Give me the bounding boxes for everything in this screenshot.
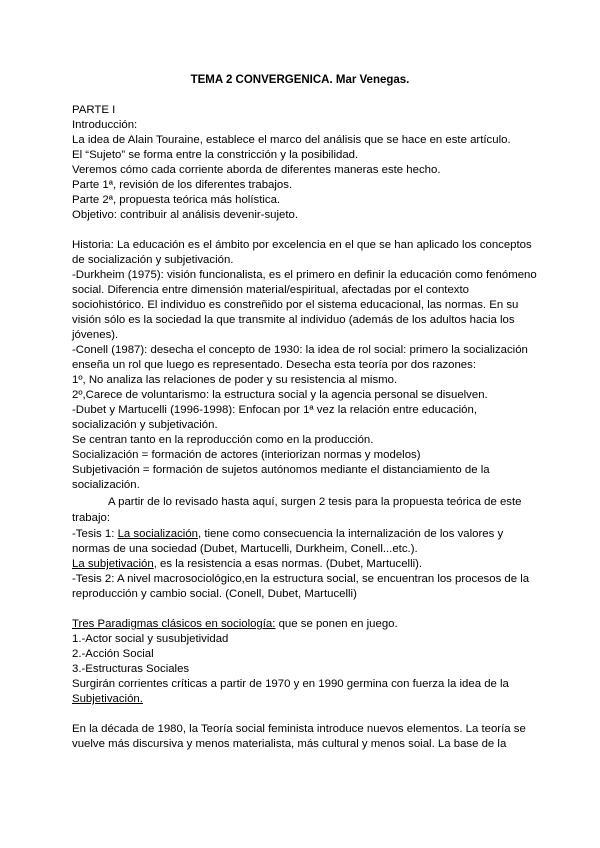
paragraph-line: -Durkheim (1975): visión funcionalista, es el primero en definir la educación como fenómeno (72, 269, 537, 281)
paragraph-line: -Conell (1987): desecha el concepto de 1930: la idea de rol social: primero la socialización (72, 344, 528, 356)
paragraph-line: -Tesis 2: A nivel macrosociológico,en la estructura social, se encuentran los procesos de la (72, 573, 530, 585)
paragraph-line: socialización y subjetivación. (72, 419, 218, 431)
subjetivacion-rest: , es la resistencia a esas normas. (Dubet, Martucelli). (153, 558, 423, 570)
list-item: 2.-Acción Social (72, 648, 154, 660)
subjetivacion-line (72, 557, 422, 572)
paradigmas-heading (72, 617, 398, 632)
tesis-1-term: La socialización (117, 528, 198, 540)
paragraph-line: El “Sujeto” se forma entre la constricción y la posibilidad. (72, 149, 359, 161)
paragraph-line: Surgirán corrientes críticas a partir de 1970 y en 1990 germina con fuerza la idea de la (72, 678, 509, 690)
list-item: 1.-Actor social y susubjetividad (72, 633, 229, 645)
section-heading: PARTE I (72, 104, 116, 116)
paragraph-line: socialización. (72, 479, 140, 491)
paragraph-line: A partir de lo revisado hasta aquí, surgen 2 tesis para la propuesta teórica de este (108, 496, 522, 508)
tesis-1-line (72, 527, 503, 542)
paragraph-line: reproducción y cambio social. (Conell, Dubet, Martucelli) (72, 588, 357, 600)
paragraph-line: Subjetivación = formación de sujetos autónomos mediante el distanciamiento de la (72, 464, 490, 476)
paragraph-line: Socialización = formación de actores (interiorizan normas y modelos) (72, 449, 421, 461)
paragraph-line: Se centran tanto en la reproducción como en la producción. (72, 434, 374, 446)
subjetivacion-term: La subjetivación (72, 558, 154, 570)
paragraph-line: 2º,Carece de voluntarismo: la estructura social y la agencia personal se disuelven. (72, 389, 488, 401)
paragraph-line: 1º, No analiza las relaciones de poder y su resistencia al mismo. (72, 374, 398, 386)
paragraph-line: Parte 1ª, revisión de los diferentes trabajos. (72, 179, 293, 191)
paragraph-line: Historia: La educación es el ámbito por excelencia en el que se han aplicado los conceptos (72, 239, 532, 251)
paragraph-line: La idea de Alain Touraine, establece el marco del análisis que se hace en este artículo. (72, 134, 511, 146)
paragraph-line: normas de una sociedad (Dubet, Martucelli, Durkheim, Conell...etc.). (72, 543, 418, 555)
paragraph-line: -Dubet y Martucelli (1996-1998): Enfocan por 1ª vez la relación entre educación, (72, 404, 478, 416)
paradigmas-rest: que se ponen en juego. (275, 618, 398, 630)
paragraph-line: social. Diferencia entre dimensión material/espiritual, afectadas por el contexto (72, 284, 469, 296)
paradigmas-term: Tres Paradigmas clásicos en sociología: (72, 618, 276, 630)
paragraph-line: Veremos cómo cada corriente aborda de diferentes maneras este hecho. (72, 164, 441, 176)
document-title: TEMA 2 CONVERGENICA. Mar Venegas. (190, 74, 410, 86)
paragraph-line: Objetivo: contribuir al análisis devenir-sujeto. (72, 209, 299, 221)
tesis-1-prefix: -Tesis 1: (72, 528, 118, 540)
subjetivacion-underlined: Subjetivación. (72, 693, 143, 705)
paragraph-line: En la década de 1980, la Teoría social feminista introduce nuevos elementos. La teoría se (72, 723, 526, 735)
paragraph-line (72, 692, 143, 707)
paragraph-line: trabajo: (72, 512, 110, 524)
tesis-1-rest: , tiene como consecuencia la internalización de los valores y (198, 528, 504, 540)
paragraph-line: de socialización y subjetivación. (72, 254, 234, 266)
paragraph-line: visión sólo es la sociedad la que transmite al individuo (además de los adultos hacia los (72, 314, 515, 326)
paragraph-line: jóvenes). (72, 329, 119, 341)
paragraph-line: Parte 2ª, propuesta teórica más holística. (72, 194, 281, 206)
paragraph-line: sociohistórico. El individuo es constreñido por el sistema educacional, las normas. En su (72, 299, 519, 311)
paragraph-line: Introducción: (72, 119, 138, 131)
list-item: 3.-Estructuras Sociales (72, 663, 190, 675)
paragraph-line: enseña un rol que luego es representado. Desecha esta teoría por dos razones: (72, 359, 477, 371)
paragraph-line: vuelve más discursiva y menos materialista, más cultural y menos soial. La base de la (72, 738, 507, 750)
